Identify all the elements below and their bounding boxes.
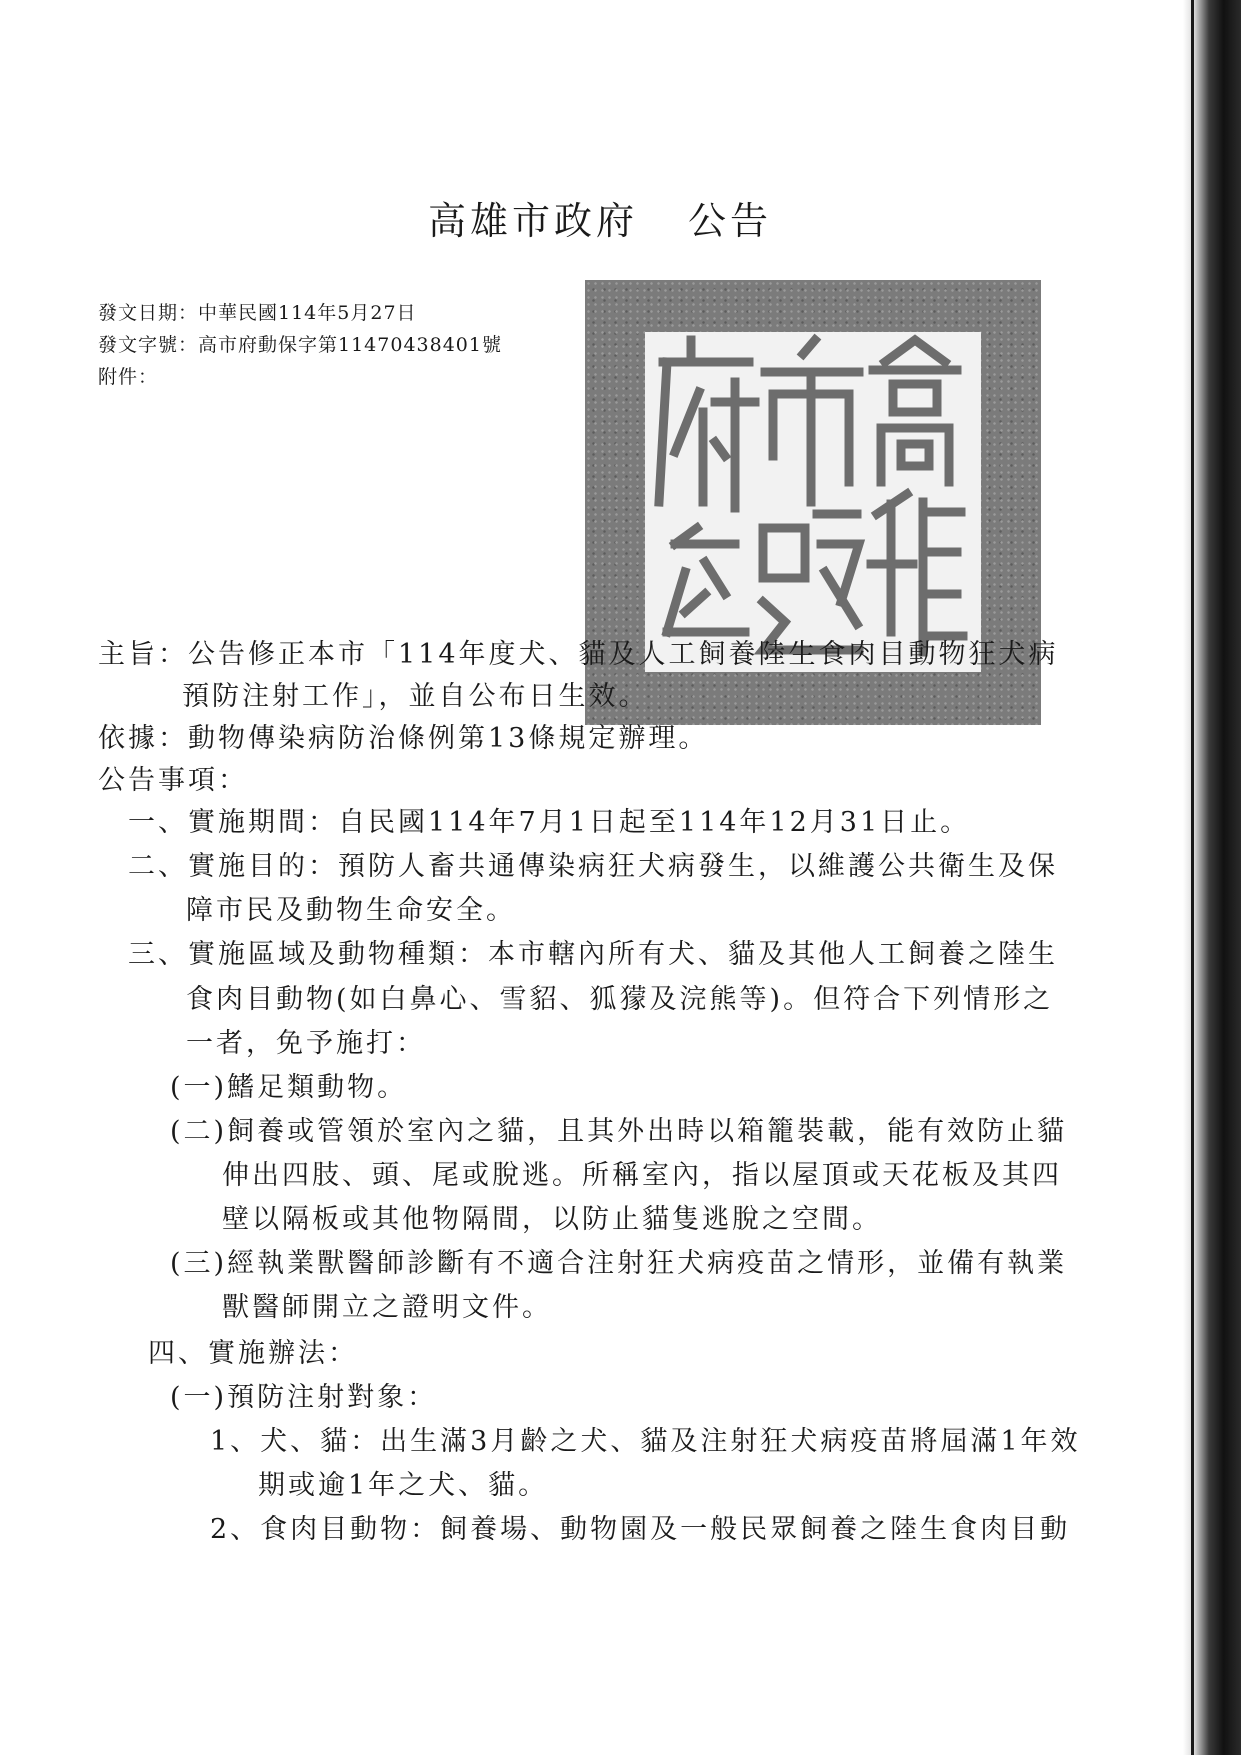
line-items-heading: 公告事項：	[98, 765, 248, 796]
line-subject-2: 預防注射工作」，並自公布日生效。	[182, 681, 649, 712]
line-item-1: 一、實施期間：自民國114年7月1日起至114年12月31日止。	[128, 807, 971, 838]
meta-attachment: 附件：	[98, 366, 159, 388]
line-item-4-sub1-1b: 期或逾1年之犬、貓。	[258, 1470, 549, 1501]
document-title	[0, 190, 1200, 245]
line-item-4-sub1: (一)預防注射對象：	[170, 1382, 438, 1413]
line-item-3-sub2c: 壁以隔板或其他物隔間，以防止貓隻逃脫之空間。	[222, 1204, 882, 1235]
seal-glyphs	[645, 332, 981, 672]
line-item-3-sub1: (一)鰭足類動物。	[170, 1072, 408, 1103]
meta-date: 發文日期：中華民國114年5月27日	[98, 302, 417, 324]
meta-ref: 發文字號：高市府動保字第11470438401號	[98, 334, 502, 356]
line-item-3b: 食肉目動物(如白鼻心、雪貂、狐獴及浣熊等)。但符合下列情形之	[186, 984, 1054, 1015]
line-item-3a: 三、實施區域及動物種類：本市轄內所有犬、貓及其他人工飼養之陸生	[128, 939, 1058, 970]
line-item-3-sub3a: (三)經執業獸醫師診斷有不適合注射狂犬病疫苗之情形，並備有執業	[170, 1248, 1068, 1279]
line-item-4-sub1-1a: 1、犬、貓：出生滿3月齡之犬、貓及注射狂犬病疫苗將屆滿1年效	[210, 1426, 1081, 1457]
line-item-4: 四、實施辦法：	[148, 1338, 358, 1369]
line-item-3-sub2b: 伸出四肢、頭、尾或脫逃。所稱室內，指以屋頂或天花板及其四	[222, 1160, 1062, 1191]
line-item-2a: 二、實施目的：預防人畜共通傳染病狂犬病發生，以維護公共衛生及保	[128, 851, 1058, 882]
title-type: 公告	[688, 199, 773, 243]
line-item-4-sub1-2a: 2、食肉目動物：飼養場、動物園及一般民眾飼養之陸生食肉目動	[210, 1514, 1071, 1545]
line-item-3c: 一者，免予施打：	[186, 1028, 426, 1059]
line-item-3-sub3b: 獸醫師開立之證明文件。	[222, 1292, 552, 1323]
line-item-3-sub2a: (二)飼養或管領於室內之貓，且其外出時以箱籠裝載，能有效防止貓	[170, 1116, 1068, 1147]
line-subject-1: 主旨：公告修正本市「114年度犬、貓及人工飼養陸生食肉目動物狂犬病	[98, 639, 1059, 670]
line-item-2b: 障市民及動物生命安全。	[186, 895, 516, 926]
title-org: 高雄市政府	[427, 199, 638, 243]
scan-edge-shadow	[1183, 0, 1241, 1755]
seal-face	[645, 332, 981, 672]
line-basis: 依據：動物傳染病防治條例第13條規定辦理。	[98, 723, 709, 754]
